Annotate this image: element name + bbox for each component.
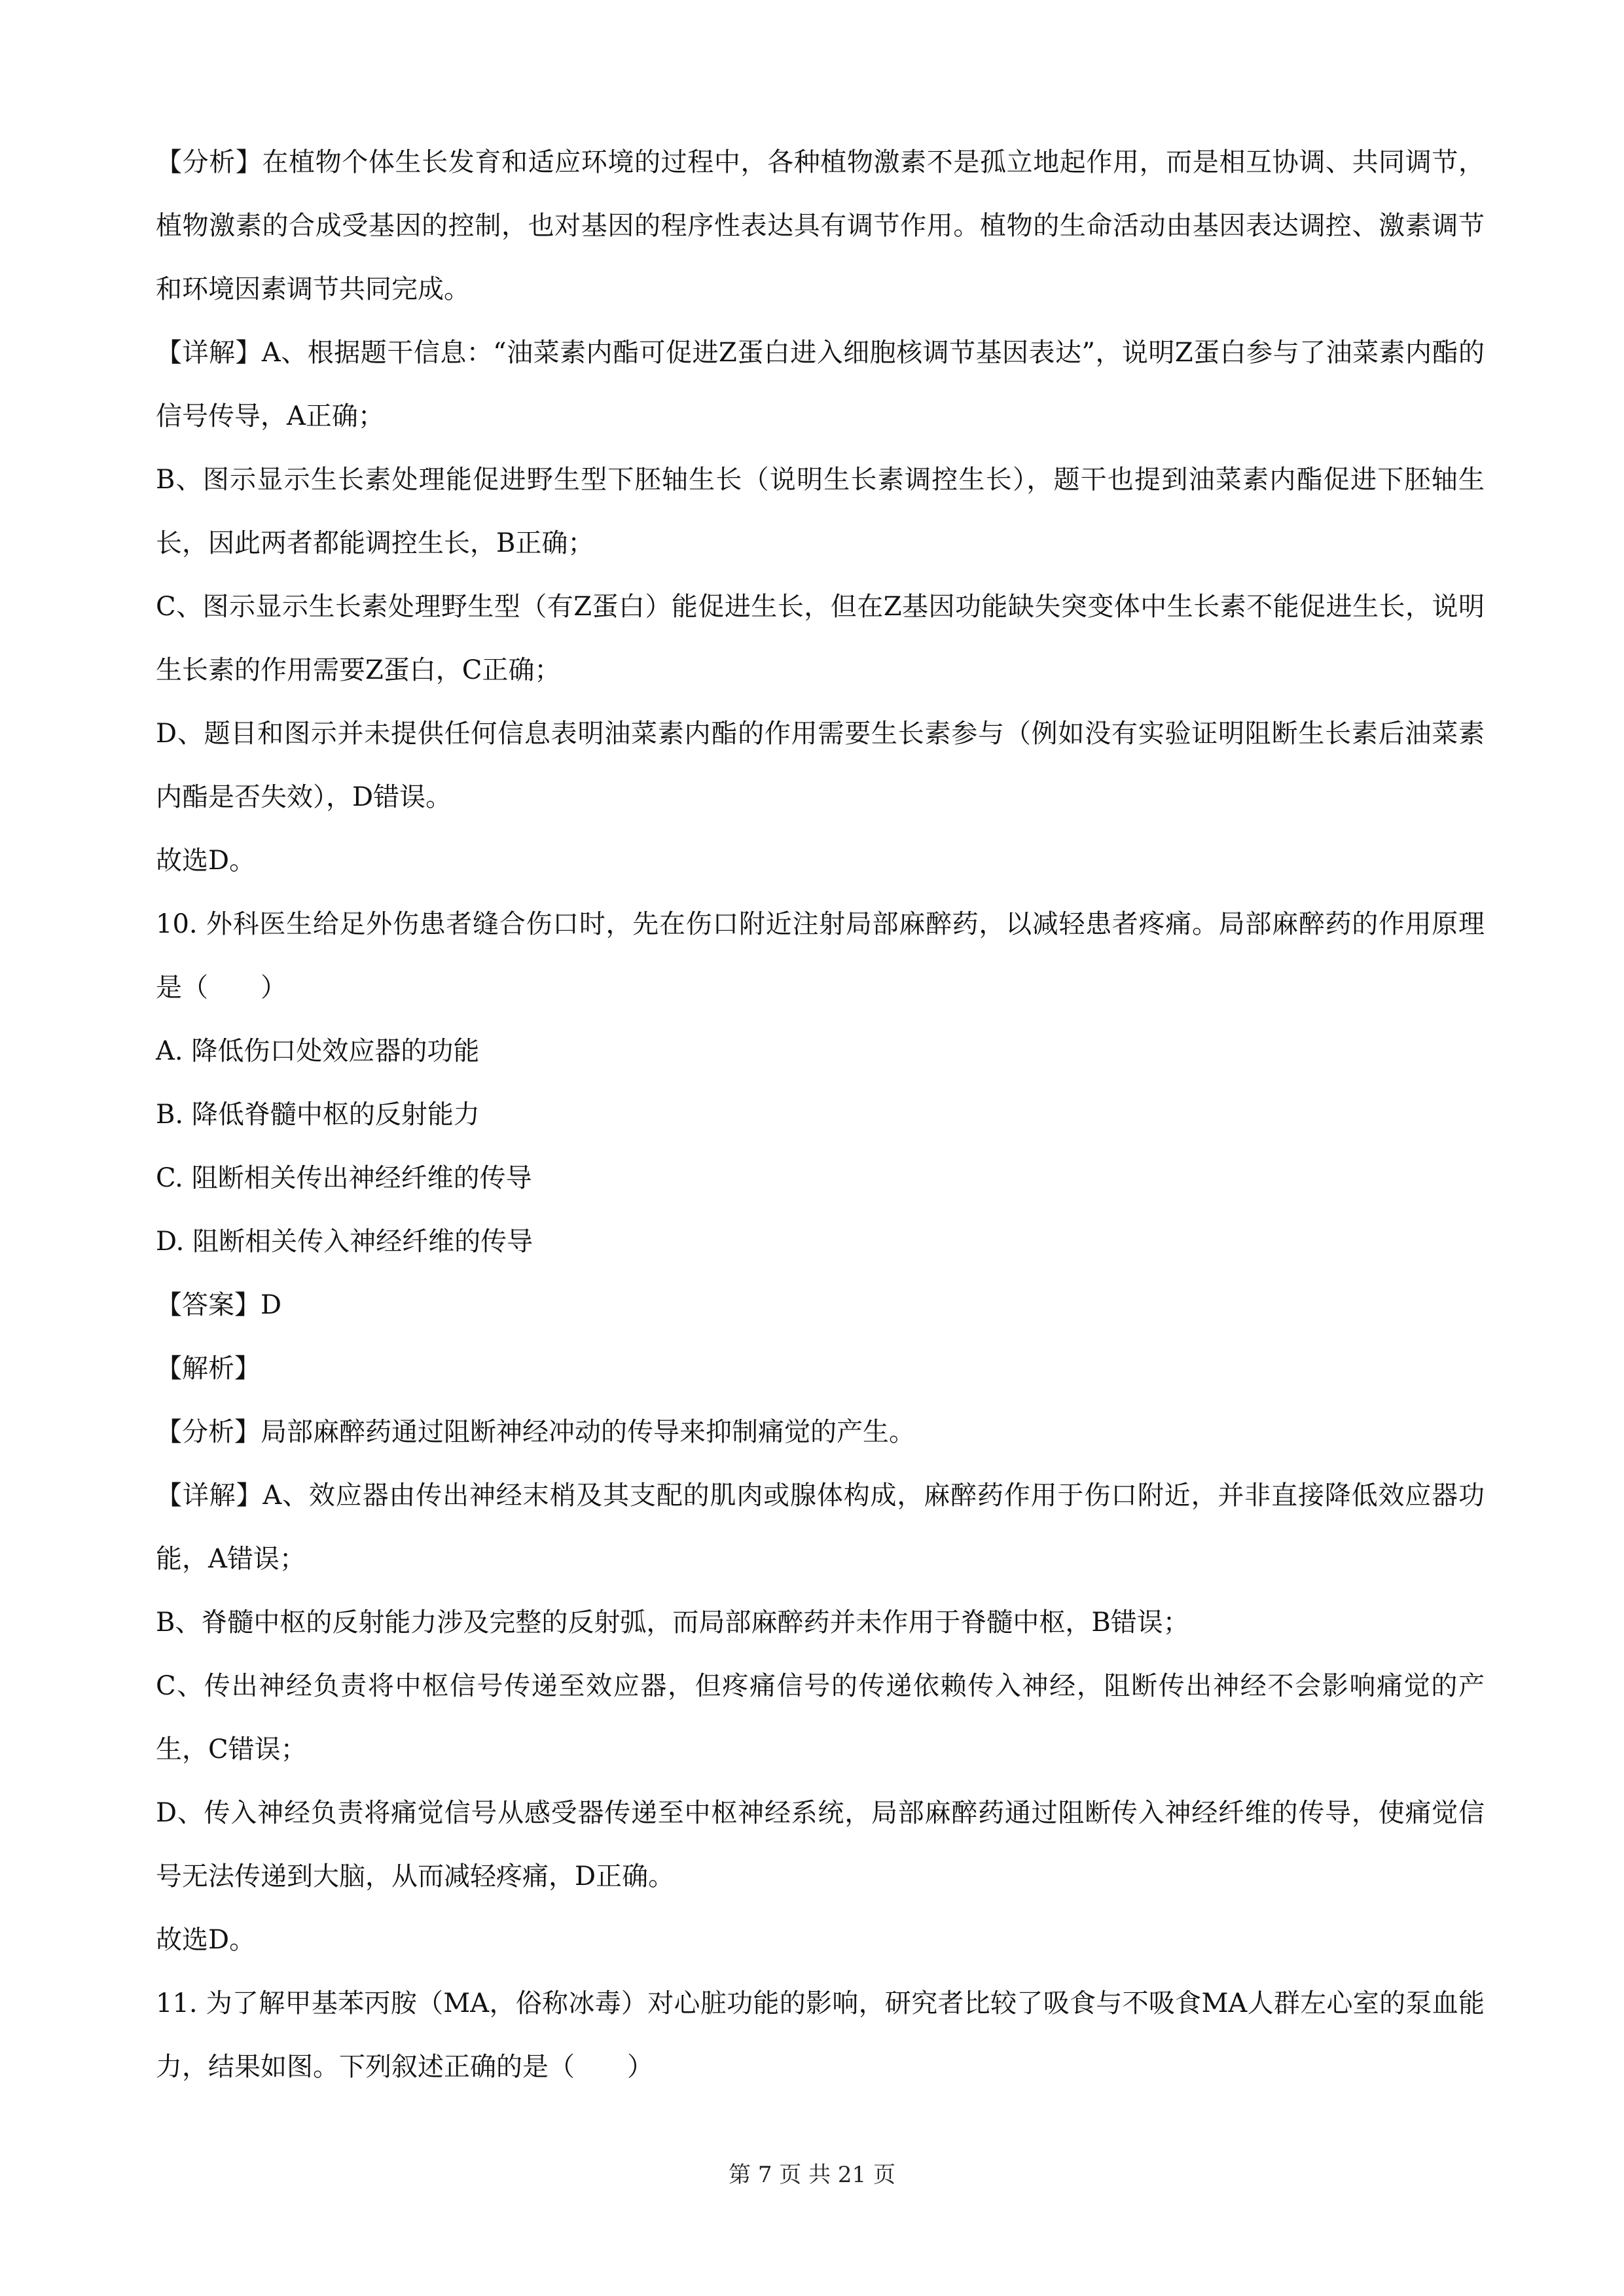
page-content [156,131,1485,2099]
question-10-option-a: A. 降低伤口处效应器的功能 [156,1036,480,1066]
question-10-explanation-heading: 【解析】 [156,1354,261,1384]
question-10-conclusion: 故选D。 [156,1925,256,1955]
analysis-paragraph: 【分析】在植物个体生长发育和适应环境的过程中，各种植物激素不是孤立地起作用，而是相互协调、共同调节，植物激素的合成受基因的控制，也对基因的程序性表达具有调节作用。植物的生命活动由基因表达调控、激素调节和环境因素调节共同完成。 [156,147,1485,304]
question-11-stem: 11. 为了解甲基苯丙胺（MA，俗称冰毒）对心脏功能的影响，研究者比较了吸食与不吸食MA人群左心室的泵血能力，结果如图。下列叙述正确的是（ ） [156,1988,1485,2082]
detail-paragraph-d: D、题目和图示并未提供任何信息表明油菜素内酯的作用需要生长素参与（例如没有实验证明阻断生长素后油菜素内酯是否失效），D错误。 [156,719,1485,812]
question-10-stem: 10. 外科医生给足外伤患者缝合伤口时，先在伤口附近注射局部麻醉药，以减轻患者疼痛。局部麻醉药的作用原理是（ ） [156,909,1485,1003]
detail-paragraph-a: 【详解】A、根据题干信息：“油菜素内酯可促进Z蛋白进入细胞核调节基因表达”，说明Z蛋白参与了油菜素内酯的信号传导，A正确； [156,338,1485,431]
question-10-detail-a: 【详解】A、效应器由传出神经末梢及其支配的肌肉或腺体构成，麻醉药作用于伤口附近，并非直接降低效应器功能，A错误； [156,1480,1485,1574]
question-10-option-d: D. 阻断相关传入神经纤维的传导 [156,1227,533,1257]
conclusion-line: 故选D。 [156,846,256,876]
question-10-detail-c: C、传出神经负责将中枢信号传递至效应器，但疼痛信号的传递依赖传入神经，阻断传出神经不会影响痛觉的产生，C错误； [156,1671,1485,1765]
page-footer: 第 7 页 共 21 页 [729,2162,895,2188]
detail-paragraph-c: C、图示显示生长素处理野生型（有Z蛋白）能促进生长，但在Z基因功能缺失突变体中生长素不能促进生长，说明生长素的作用需要Z蛋白，C正确； [156,592,1485,685]
detail-paragraph-b: B、图示显示生长素处理能促进野生型下胚轴生长（说明生长素调控生长），题干也提到油菜素内酯促进下胚轴生长，因此两者都能调控生长，B正确； [156,465,1485,558]
question-10-answer: 【答案】D [156,1290,282,1320]
question-10-analysis: 【分析】局部麻醉药通过阻断神经冲动的传导来抑制痛觉的产生。 [156,1417,915,1447]
question-10-option-c: C. 阻断相关传出神经纤维的传导 [156,1163,532,1193]
question-10-detail-b: B、脊髓中枢的反射能力涉及完整的反射弧，而局部麻醉药并未作用于脊髓中枢，B错误； [156,1607,1189,1638]
question-10-option-b: B. 降低脊髓中枢的反射能力 [156,1100,480,1130]
question-10-detail-d: D、传入神经负责将痛觉信号从感受器传递至中枢神经系统，局部麻醉药通过阻断传入神经纤维的传导，使痛觉信号无法传递到大脑，从而减轻疼痛，D正确。 [156,1798,1485,1892]
